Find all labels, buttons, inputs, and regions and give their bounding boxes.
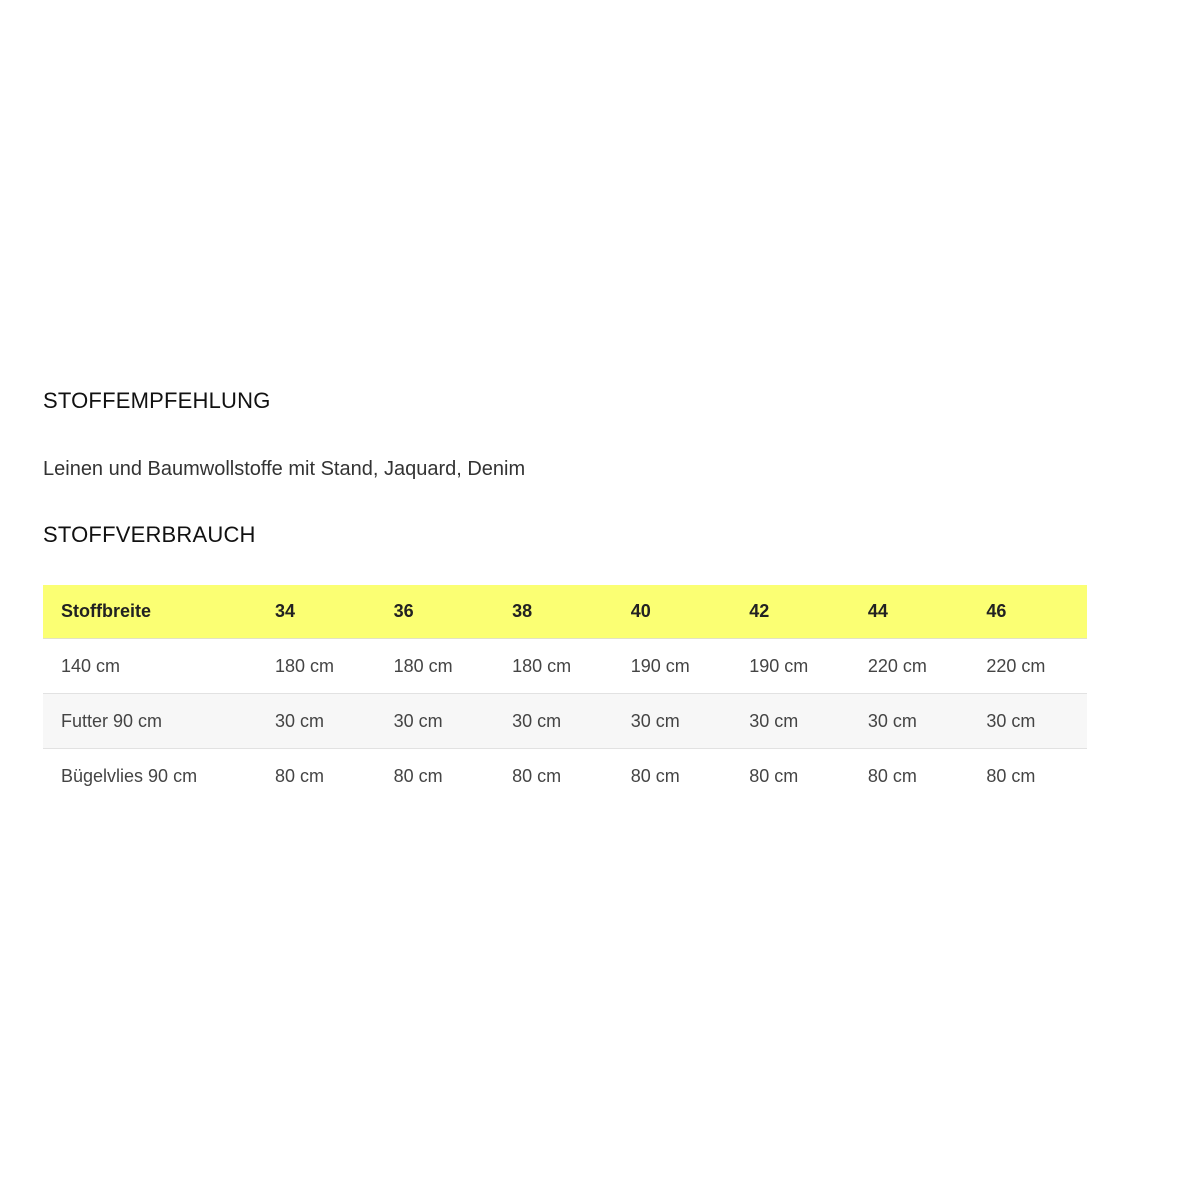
content-section (43, 388, 1087, 803)
header-size-40: 40 (613, 585, 732, 639)
table-cell: 190 cm (731, 639, 850, 694)
header-size-46: 46 (968, 585, 1087, 639)
table-row (43, 639, 1087, 694)
table-cell: 30 cm (968, 694, 1087, 749)
table-cell: 80 cm (867, 765, 917, 786)
table-cell: 30 cm (613, 694, 732, 749)
table-cell: 180 cm (494, 639, 613, 694)
fabric-usage-table (43, 585, 1087, 803)
fabric-recommendation-text: Leinen und Baumwollstoffe mit Stand, Jaquard, Denim (43, 458, 526, 480)
table-cell: 220 cm (968, 639, 1087, 694)
table-cell: 180 cm (257, 639, 376, 694)
header-fabric-width: Stoffbreite (43, 585, 257, 639)
row-label: 140 cm (43, 639, 257, 694)
table-cell: 190 cm (613, 639, 732, 694)
table-cell: 30 cm (494, 694, 613, 749)
header-size-42: 42 (731, 585, 850, 639)
header-size-36: 36 (376, 585, 495, 639)
fabric-usage-heading: STOFFVERBRAUCH (43, 522, 256, 547)
table-row (43, 749, 1087, 804)
table-row (43, 694, 1087, 749)
table-cell: 180 cm (376, 639, 495, 694)
row-label: Bügelvlies 90 cm (61, 765, 198, 786)
table-header-row (43, 585, 1087, 639)
header-size-38: 38 (494, 585, 613, 639)
table-cell: 220 cm (850, 639, 969, 694)
table-cell: 30 cm (257, 694, 376, 749)
header-size-44: 44 (850, 585, 969, 639)
table-cell: 80 cm (275, 765, 325, 786)
row-label: Futter 90 cm (43, 694, 257, 749)
table-cell: 80 cm (749, 765, 799, 786)
fabric-recommendation-heading: STOFFEMPFEHLUNG (43, 388, 271, 413)
table-cell: 80 cm (512, 765, 562, 786)
table-cell: 80 cm (393, 765, 443, 786)
table-cell: 80 cm (630, 765, 680, 786)
table-cell: 30 cm (376, 694, 495, 749)
table-cell: 30 cm (731, 694, 850, 749)
table-cell: 30 cm (850, 694, 969, 749)
header-size-34: 34 (257, 585, 376, 639)
table-cell: 80 cm (986, 765, 1036, 786)
